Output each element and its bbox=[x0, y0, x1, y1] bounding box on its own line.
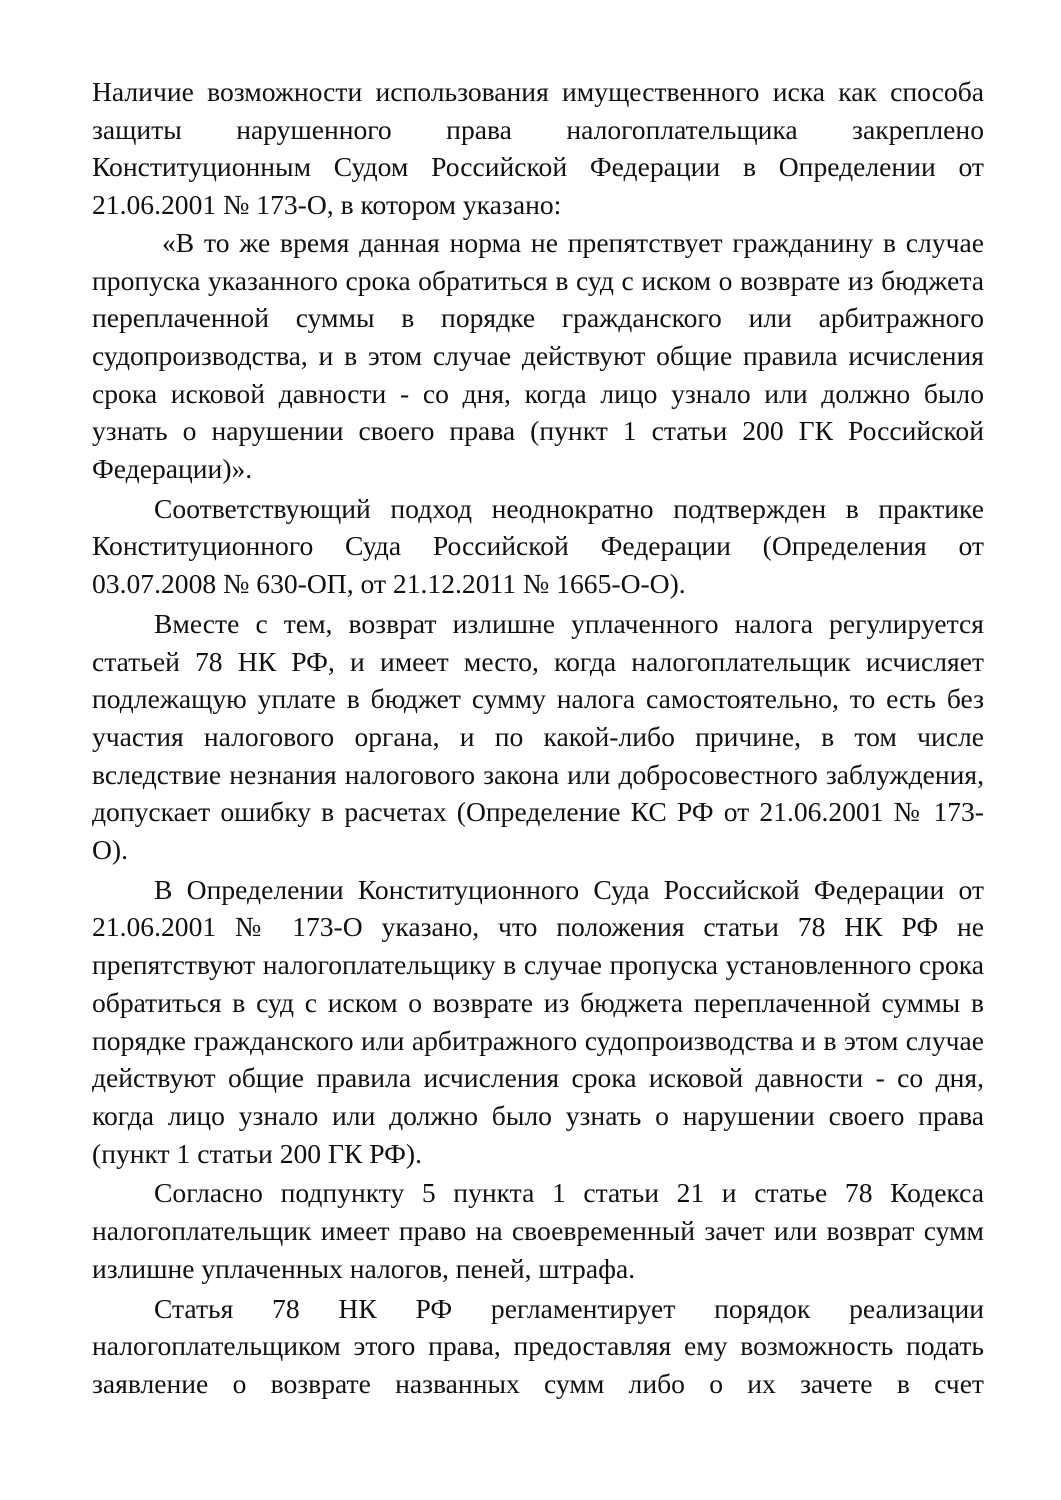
paragraph-refund-article-78: Вместе с тем, возврат излишне уплаченного налога регулируется статьей 78 НК РФ, и имеет место, когда налогоплательщик исчисляет подлежащую уплате в бюджет сумму налога самостоятельно, то есть без участия налогового органа, и по какой-либо причине, в том числе вследствие незнания налогового закона или добросовестного заблуждения, допускает ошибку в расчетах (Определение КС РФ от 21.06.2001 № 173-О). bbox=[92, 607, 984, 866]
paragraph-approach: Соответствующий подход неоднократно подтвержден в практике Конституционного Суда Российской Федерации (Определения от 03.07.2008 № 630-ОП, от 21.12.2011 № 1665-О-О). bbox=[92, 492, 984, 600]
document-page bbox=[92, 73, 984, 1403]
paragraph-taxpayer-rights: Согласно подпункту 5 пункта 1 статьи 21 и статье 78 Кодекса налогоплательщик имеет право на своевременный зачет или возврат сумм излишне уплаченных налогов, пеней, штрафа. bbox=[92, 1177, 984, 1284]
paragraph-intro: Наличие возможности использования имущественного иска как способа защиты нарушенного права налогоплательщика закреплено Конституционным Судом Российской Федерации в Определении от 21.06.2001 № 173-О, в котором указано: bbox=[92, 76, 984, 221]
paragraph-court-ruling: В Определении Конституционного Суда Российской Федерации от 21.06.2001 № 173-О указано, что положения статьи 78 НК РФ не препятствуют налогоплательщику в случае пропуска установленного срока обратиться в суд с иском о возврате из бюджета переплаченной суммы в порядке гражданского или арбитражного судопроизводства и в этом случае действуют общие правила исчисления срока исковой давности - со дня, когда лицо узнало или должно было узнать о нарушении своего права (пункт 1 статьи 200 ГК РФ). bbox=[92, 873, 984, 1169]
paragraph-quote: «В то же время данная норма не препятствует гражданину в случае пропуска указанного срока обратиться в суд с иском о возврате из бюджета переплаченной суммы в порядке гражданского или арбитражного судопроизводства, и в этом случае действуют общие правила исчисления срока исковой давности - со дня, когда лицо узнало или должно было узнать о нарушении своего права (пункт 1 статьи 200 ГК Российской Федерации)». bbox=[92, 226, 984, 485]
paragraph-article-78-procedure: Статья 78 НК РФ регламентирует порядок реализации налогоплательщиком этого права, предоставляя ему возможность подать заявление о возврате названных сумм либо о их зачете в счет bbox=[92, 1292, 984, 1399]
